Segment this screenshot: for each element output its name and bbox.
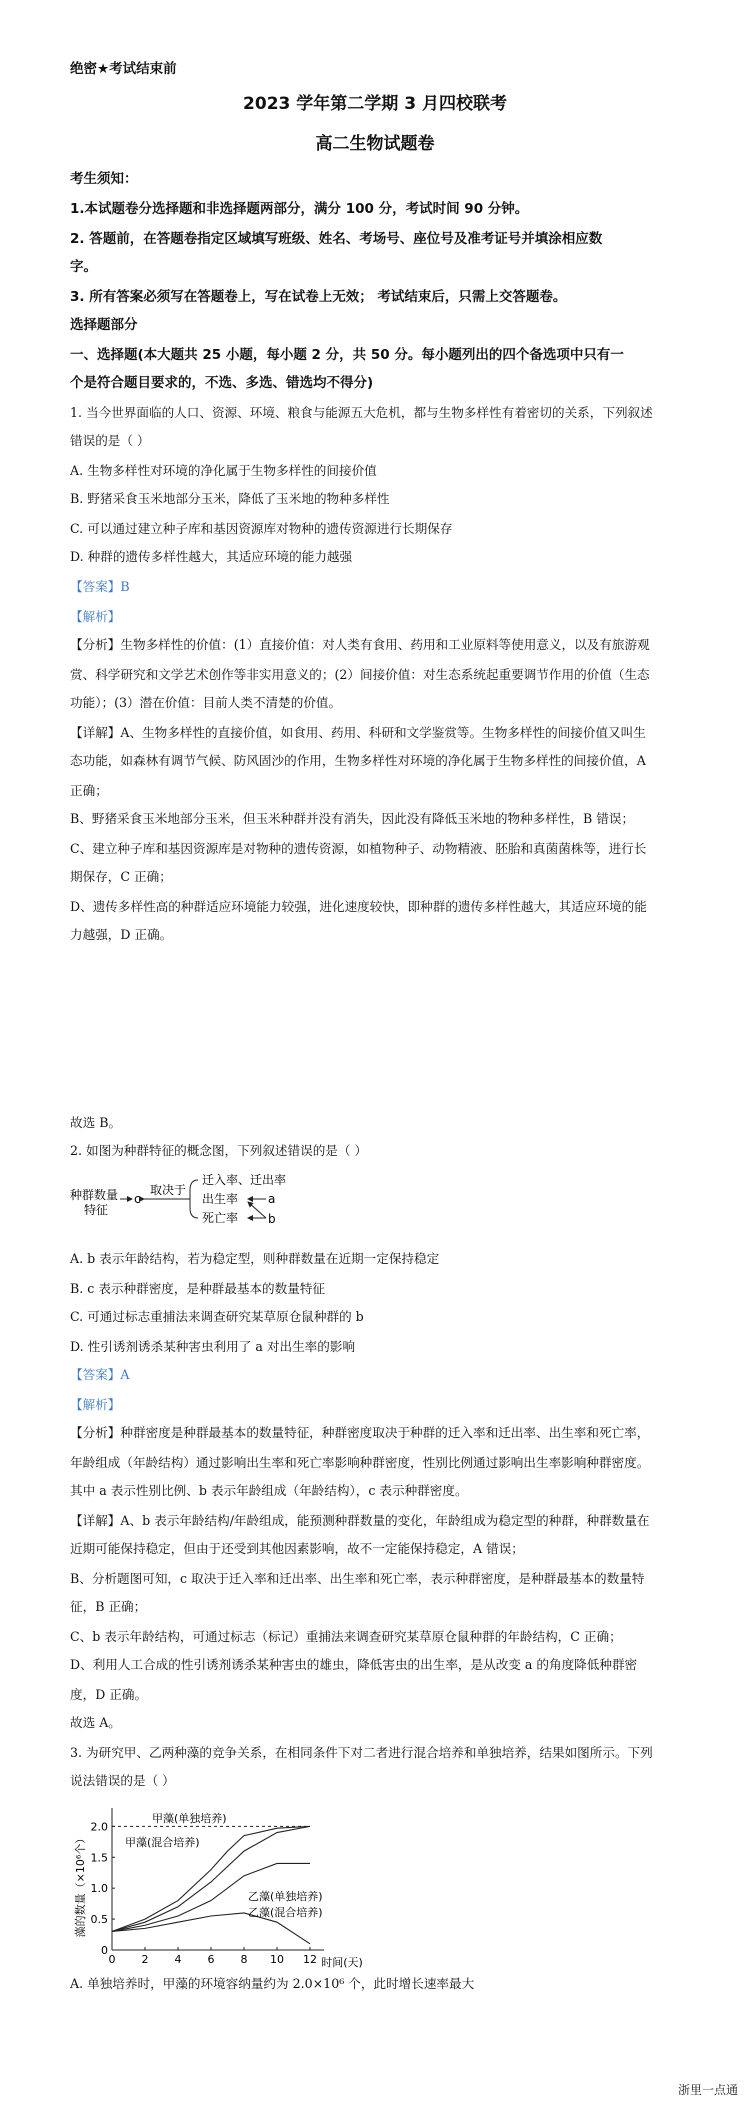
y-tick-label: 1.0 [90,1882,108,1896]
notice-item: 字。 [70,259,97,275]
q1-conclusion: 故选 B。 [70,1115,122,1130]
diagram-death-rate: 死亡率 [202,1211,239,1225]
diagram-root: 种群数量 [70,1188,119,1202]
diagram-a-label: a [268,1192,276,1206]
q2-option-d: D. 性引诱剂诱杀某种害虫利用了 a 对出生率的影响 [70,1339,356,1354]
q1-detail: 力越强，D 正确。 [70,927,173,942]
secret-label: 绝密★考试结束前 [70,61,177,77]
y-tick-label: 1.5 [90,1851,108,1865]
q2-analysis: 年龄组成（年龄结构）通过影响出生率和死亡率影响种群密度，性别比例通过影响出生率影响种群密度。 [70,1455,650,1470]
q1-detail: 期保存，C 正确； [70,869,172,884]
q2-option-b: B. c 表示种群密度，是种群最基本的数量特征 [70,1281,326,1296]
q1-option-a: A. 生物多样性对环境的净化属于生物多样性的间接价值 [70,463,377,478]
q2-answer: 【答案】A [70,1367,130,1382]
q2-conclusion: 故选 A。 [70,1715,121,1730]
q2-option-a: A. b 表示年龄结构，若为稳定型，则种群数量在近期一定保持稳定 [70,1251,440,1266]
q1-option-c: C. 可以通过建立种子库和基因资源库对物种的遗传资源进行长期保存 [70,521,453,536]
notice-item: 1.本试题卷分选择题和非选择题两部分，满分 100 分，考试时间 90 分钟。 [70,201,529,217]
x-tick-label: 8 [240,1953,248,1966]
q2-detail: B、分析题图可知，c 取决于迁入率和迁出率、出生率和死亡率，表示种群密度，是种群最基本的数量特 [70,1571,645,1586]
legend-label: 乙藻(单独培养) [248,1890,323,1903]
q1-option-b: B. 野猪采食玉米地部分玉米，降低了玉米地的物种多样性 [70,491,390,506]
q2-detail: D、利用人工合成的性引诱剂诱杀某种害虫的雄虫，降低害虫的出生率，是从改变 a 的角度降低种群密 [70,1657,638,1672]
y-tick-label: 0.5 [90,1913,108,1927]
q1-answer: 【答案】B [70,579,130,594]
diagram-birth-rate: 出生率 [202,1192,239,1206]
q3-option-a: A. 单独培养时，甲藻的环境容纳量约为 2.0×10⁶ 个，此时增长速率最大 [70,1976,475,1991]
notice-heading: 考生须知： [70,171,138,187]
x-tick-label: 0 [108,1953,116,1966]
population-concept-diagram [70,1170,310,1232]
q2-detail: 【详解】A、b 表示年龄结构/年龄组成，能预测种群数量的变化，年龄组成为稳定型的种群，种群数量在 [70,1513,650,1528]
section-part: 选择题部分 [70,317,138,333]
x-tick-label: 6 [207,1953,215,1966]
exam-subtitle: 高二生物试题卷 [315,134,435,154]
diagram-root: 特征 [84,1203,109,1217]
x-axis-label: 时间(天) [321,1956,363,1969]
q1-stem: 1. 当今世界面临的人口、资源、环境、粮食与能源五大危机，都与生物多样性有着密切的关系，下列叙述 [70,405,653,420]
q1-analysis: 赏、科学研究和文学艺术创作等非实用意义的；(2）间接价值：对生态系统起重要调节作用的价值（生态 [70,667,650,682]
q2-option-c: C. 可通过标志重捕法来调查研究某草原仓鼠种群的 b [70,1309,364,1324]
q2-detail: 近期可能保持稳定，但由于还受到其他因素影响，故不一定能保持稳定，A 错误； [70,1541,524,1556]
q2-detail: C、b 表示年龄结构，可通过标志（标记）重捕法来调查研究某草原仓鼠种群的年龄结构，C 正确； [70,1629,622,1644]
q1-option-d: D. 种群的遗传多样性越大，其适应环境的能力越强 [70,549,353,564]
notice-item: 2. 答题前，在答题卷指定区域填写班级、姓名、考场号、座位号及准考证号并填涂相应数 [70,231,603,247]
q1-analysis: 【分析】生物多样性的价值：(1）直接价值：对人类有食用、药用和工业原料等使用意义，以及有旅游观 [70,637,650,652]
exam-title: 2023 学年第二学期 3 月四校联考 [243,94,507,114]
x-tick-label: 12 [303,1953,317,1966]
q1-detail: 正确； [70,783,108,798]
diagram-depends-label: 取决于 [150,1183,187,1197]
q1-detail: D、遗传多样性高的种群适应环境能力较强，进化速度较快，即种群的遗传多样性越大，其适应环境的能 [70,899,647,914]
legend-label: 甲藻(混合培养) [125,1836,200,1849]
y-tick-label: 2.0 [90,1820,108,1834]
q3-stem: 3. 为研究甲、乙两种藻的竞争关系，在相同条件下对二者进行混合培养和单独培养，结果如图所示。下列 [70,1745,653,1760]
diagram-migration-rate: 迁入率、迁出率 [202,1173,287,1187]
q1-stem: 错误的是（ ） [70,433,150,448]
diagram-c-label: c [134,1192,141,1206]
q1-detail: B、野猪采食玉米地部分玉米，但玉米种群并没有消失，因此没有降低玉米地的物种多样性，B 错误； [70,811,635,826]
legend-label: 甲藻(单独培养) [152,1812,227,1825]
q1-analysis: 功能）；(3）潜在价值：目前人类不清楚的价值。 [70,695,342,710]
q2-detail: 征，B 正确； [70,1599,147,1614]
q2-detail: 度，D 正确。 [70,1687,148,1702]
x-tick-label: 4 [174,1953,182,1966]
x-tick-label: 10 [270,1953,284,1966]
algae-growth-chart [70,1800,370,1970]
x-tick-label: 2 [141,1953,149,1966]
q1-detail: C、建立种子库和基因资源库是对物种的遗传资源，如植物种子、动物精液、胚胎和真菌菌株等，进行长 [70,841,647,856]
q3-stem: 说法错误的是（ ） [70,1773,175,1788]
q1-jiexi: 【解析】 [70,609,121,624]
legend-label: 乙藻(混合培养) [248,1906,323,1919]
q2-jiexi: 【解析】 [70,1397,121,1412]
section-instruction: 一、选择题(本大题共 25 小题，每小题 2 分，共 50 分。每小题列出的四个备选项中只有一 [70,347,624,363]
watermark: 浙里一点通 [677,2083,738,2097]
q1-detail: 态功能，如森林有调节气候、防风固沙的作用，生物多样性对环境的净化属于生物多样性的间接价值，A [70,753,646,768]
section-instruction: 个是符合题目要求的，不选、多选、错选均不得分) [70,375,374,391]
q2-analysis: 其中 a 表示性别比例、b 表示年龄组成（年龄结构），c 表示种群密度。 [70,1483,468,1498]
y-axis-label: 藻的数量（×10⁶个） [74,1832,87,1938]
notice-item: 3. 所有答案必须写在答题卷上，写在试卷上无效； 考试结束后，只需上交答题卷。 [70,289,567,305]
q2-stem: 2. 如图为种群特征的概念图，下列叙述错误的是（ ） [70,1143,368,1158]
diagram-b-label: b [268,1212,276,1226]
y-tick-label: 0 [101,1944,108,1957]
q1-detail: 【详解】A、生物多样性的直接价值，如食用、药用、科研和文学鉴赏等。生物多样性的间接价值又叫生 [70,725,646,740]
q2-analysis: 【分析】种群密度是种群最基本的数量特征，种群密度取决于种群的迁入率和迁出率、出生率和死亡率， [70,1425,650,1440]
